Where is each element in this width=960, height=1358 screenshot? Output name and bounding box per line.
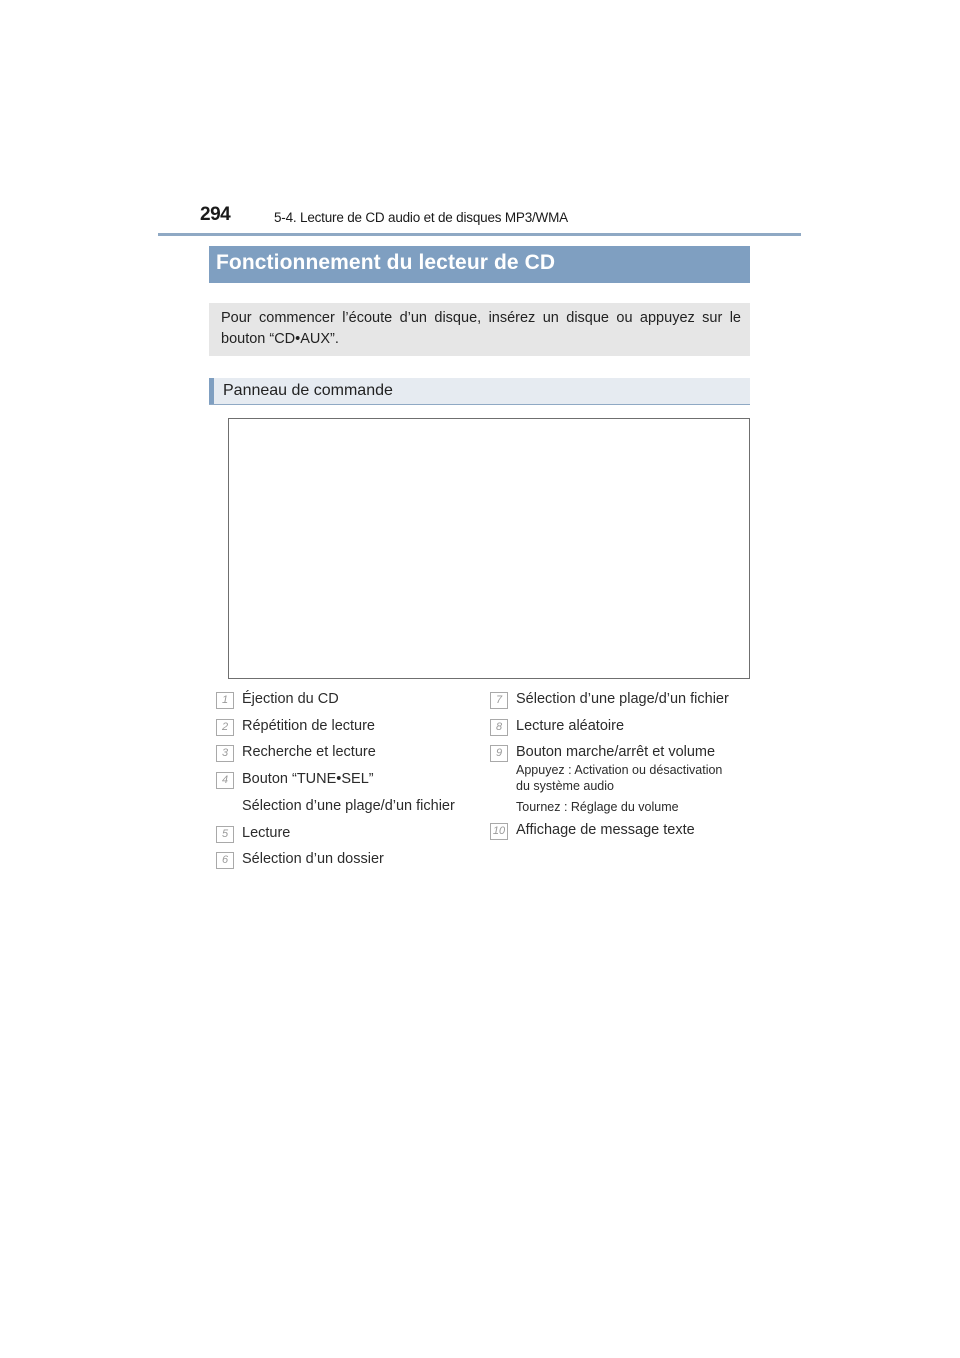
- intro-text: Pour commencer l’écoute d’un disque, insérez un disque ou appuyez sur le bouton “CD•AUX”.: [221, 310, 741, 347]
- legend-label: Bouton “TUNE•SEL”: [242, 771, 374, 788]
- legend-number-badge: 1: [216, 692, 234, 709]
- legend-number-badge: 10: [490, 823, 508, 840]
- control-panel-figure: [228, 418, 750, 679]
- header-rule: [158, 233, 801, 236]
- legend-label: Sélection d’un dossier: [242, 851, 384, 868]
- legend-number-badge: 7: [490, 692, 508, 709]
- intro-box: [209, 303, 750, 356]
- subheading-accent: [209, 378, 214, 404]
- page-number: 294: [200, 204, 231, 225]
- legend-label: Lecture aléatoire: [516, 717, 625, 734]
- legend-number-badge: 8: [490, 719, 508, 736]
- legend-item: [490, 717, 760, 744]
- legend-item: [216, 743, 486, 770]
- legend-note: Appuyez : Activation ou désactivation: [516, 763, 723, 778]
- legend-number-badge: 2: [216, 719, 234, 736]
- legend-left: [216, 690, 486, 877]
- legend-number-badge: 9: [490, 745, 508, 762]
- legend-item: [216, 717, 486, 744]
- legend-number-badge: 6: [216, 852, 234, 869]
- legend-number-badge: 3: [216, 745, 234, 762]
- legend-note: Tournez : Réglage du volume: [516, 800, 679, 815]
- section-path: 5-4. Lecture de CD audio et de disques MP3/WMA: [274, 210, 568, 225]
- title-bar: [209, 246, 750, 283]
- legend-label: Éjection du CD: [242, 691, 339, 707]
- legend-item: [216, 824, 486, 851]
- legend-item: [216, 850, 486, 877]
- page-title: Fonctionnement du lecteur de CD: [216, 251, 556, 274]
- legend-item: [216, 770, 486, 797]
- legend-right: [490, 690, 760, 848]
- legend-number-badge: 4: [216, 772, 234, 789]
- legend-label: Affichage de message texte: [516, 822, 695, 839]
- legend-item: [490, 690, 760, 717]
- legend-label: Lecture: [242, 824, 291, 841]
- legend-item: [216, 690, 486, 717]
- legend-label: Répétition de lecture: [242, 717, 375, 734]
- legend-note: du système audio: [516, 779, 614, 794]
- subheading-text: Panneau de commande: [223, 382, 393, 399]
- legend-item: [490, 743, 760, 770]
- subheading-bar: [209, 378, 750, 405]
- legend-label: Recherche et lecture: [242, 744, 376, 761]
- legend-label: Sélection d’une plage/d’un fichier: [516, 691, 729, 707]
- legend-sub-label: Sélection d’une plage/d’un fichier: [242, 797, 455, 814]
- page-header: [200, 204, 760, 230]
- legend-label: Bouton marche/arrêt et volume: [516, 744, 716, 761]
- legend-item: [490, 821, 760, 848]
- legend-number-badge: 5: [216, 826, 234, 843]
